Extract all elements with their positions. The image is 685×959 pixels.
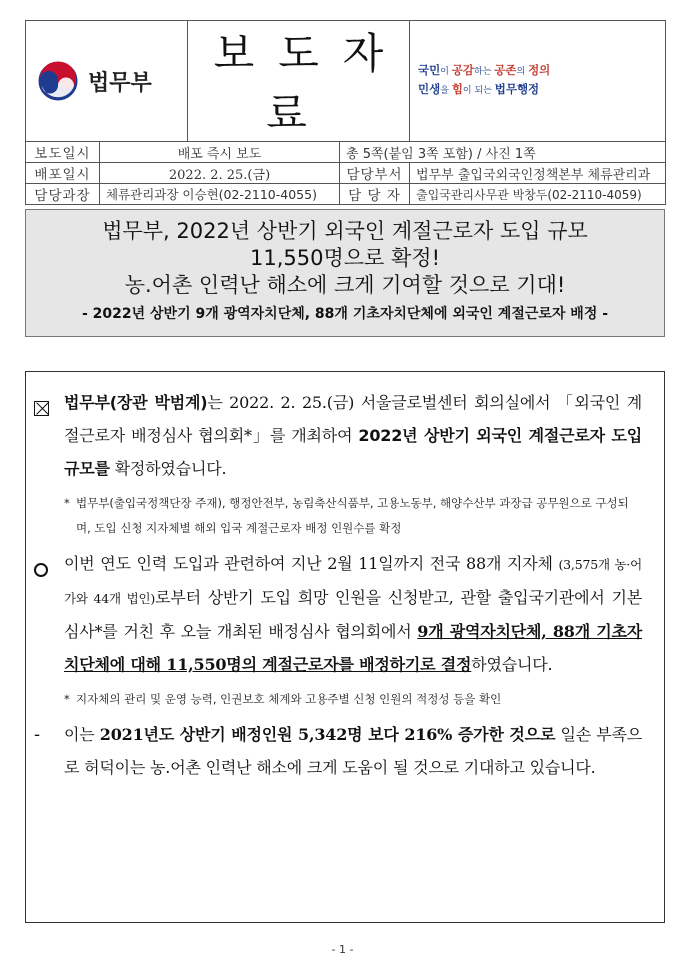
taegeuk-emblem-icon — [36, 59, 80, 103]
pages-info: 총 5쪽(붙임 3쪽 포함) / 사진 1쪽 — [340, 142, 666, 163]
release-date-value: 배포 즉시 보도 — [100, 142, 340, 163]
chief-value: 체류관리과장 이승현(02-2110-4055) — [100, 184, 340, 205]
headline-line-2: 11,550명으로 확정! — [249, 246, 440, 270]
p2-emphasis: 9개 광역자치단체, 88개 기초자치단체에 대해 11,550명의 계절근로자를 배정하기로 결정 — [64, 622, 642, 674]
release-date-label: 보도일시 — [26, 142, 100, 163]
logo-cell — [26, 21, 188, 142]
chief-label: 담당과장 — [26, 184, 100, 205]
p1-subject: 법무부(장관 박범계) — [64, 393, 208, 412]
note-1: * 법무부(출입국정책단장 주재), 행정안전부, 농림축산식품부, 고용노동부, 해양수산부 과장급 공무원으로 구성되며, 도입 신청 지자체별 해외 입국 계절근로자 배정 인원수를 확정 — [64, 496, 629, 535]
page-title: 보도자료 — [213, 29, 408, 138]
dash-bullet-icon: - — [34, 724, 40, 745]
paragraph-3: - 이는 2021년도 상반기 배정인원 5,342명 보다 216% 증가한 것으로 일손 부족으로 허덕이는 농.어촌 인력난 해소에 크게 도움이 될 것으로 기대하고 있습니다. — [34, 724, 642, 777]
headline-subtitle: - 2022년 상반기 9개 광역자치단체, 88개 기초자치단체에 외국인 계절근로자 배정 - — [81, 306, 609, 322]
officer-value: 출입국관리사무관 박창두(02-2110-4059) — [410, 184, 666, 205]
title-cell — [188, 21, 410, 142]
p1-emphasis: 2022년 상반기 외국인 계절근로자 도입 규모를 — [64, 426, 642, 478]
slogan: 국민이 공감하는 공존의 정의 민생을 힘이 되는 법무행정 — [418, 63, 551, 96]
dept-value: 법무부 출입국외국인정책본부 체류관리과 — [410, 163, 666, 184]
paragraph-2: 이번 연도 인력 도입과 관련하여 지난 2월 11일까지 전국 88개 지자체 (3,575개 농·어가와 44개 법인)로부터 상반기 도입 희망 인원을 신청받고, 관할 출입국기관에서 기본 심사*를 거친 후 오늘 개최된 배정심사 협의회에서 9개 광역자치단체, 88개 기초자치단체에 대해 11,550명의 계절근로자를 배정하기로 결정하였습니다. — [34, 547, 642, 681]
paragraph-1: 법무부(장관 박범계)는 2022. 2. 25.(금) 서울글로벌센터 회의실에서 「외국인 계절근로자 배정심사 협의회*」를 개최하여 2022년 상반기 외국인 계절근로자 도입 규모를 확정하였습니다. — [34, 386, 642, 485]
circle-bullet-icon — [34, 563, 48, 577]
slogan-cell — [410, 21, 666, 142]
note-2: * 지자체의 관리 및 운영 능력, 인권보호 체계와 고용주별 신청 인원의 적정성 등을 확인 — [64, 692, 502, 706]
dist-date-value: 2022. 2. 25.(금) — [100, 163, 340, 184]
body-box — [25, 371, 665, 923]
page-number: - 1 - — [331, 943, 354, 956]
p3-emphasis: 2021년도 상반기 배정인원 5,342명 보다 216% 증가한 것으로 — [99, 725, 556, 744]
headline-box — [25, 209, 665, 337]
headline-line-3: 농.어촌 인력난 해소에 크게 기여할 것으로 기대! — [124, 273, 566, 297]
logo-text: 법무부 — [88, 70, 152, 96]
press-header-table — [25, 20, 666, 205]
dist-date-label: 배포일시 — [26, 163, 100, 184]
headline-line-1: 법무부, 2022년 상반기 외국인 계절근로자 도입 규모 — [102, 219, 588, 243]
officer-label: 담 당 자 — [340, 184, 410, 205]
checkbox-x-icon — [34, 401, 49, 416]
dept-label: 담당부서 — [340, 163, 410, 184]
